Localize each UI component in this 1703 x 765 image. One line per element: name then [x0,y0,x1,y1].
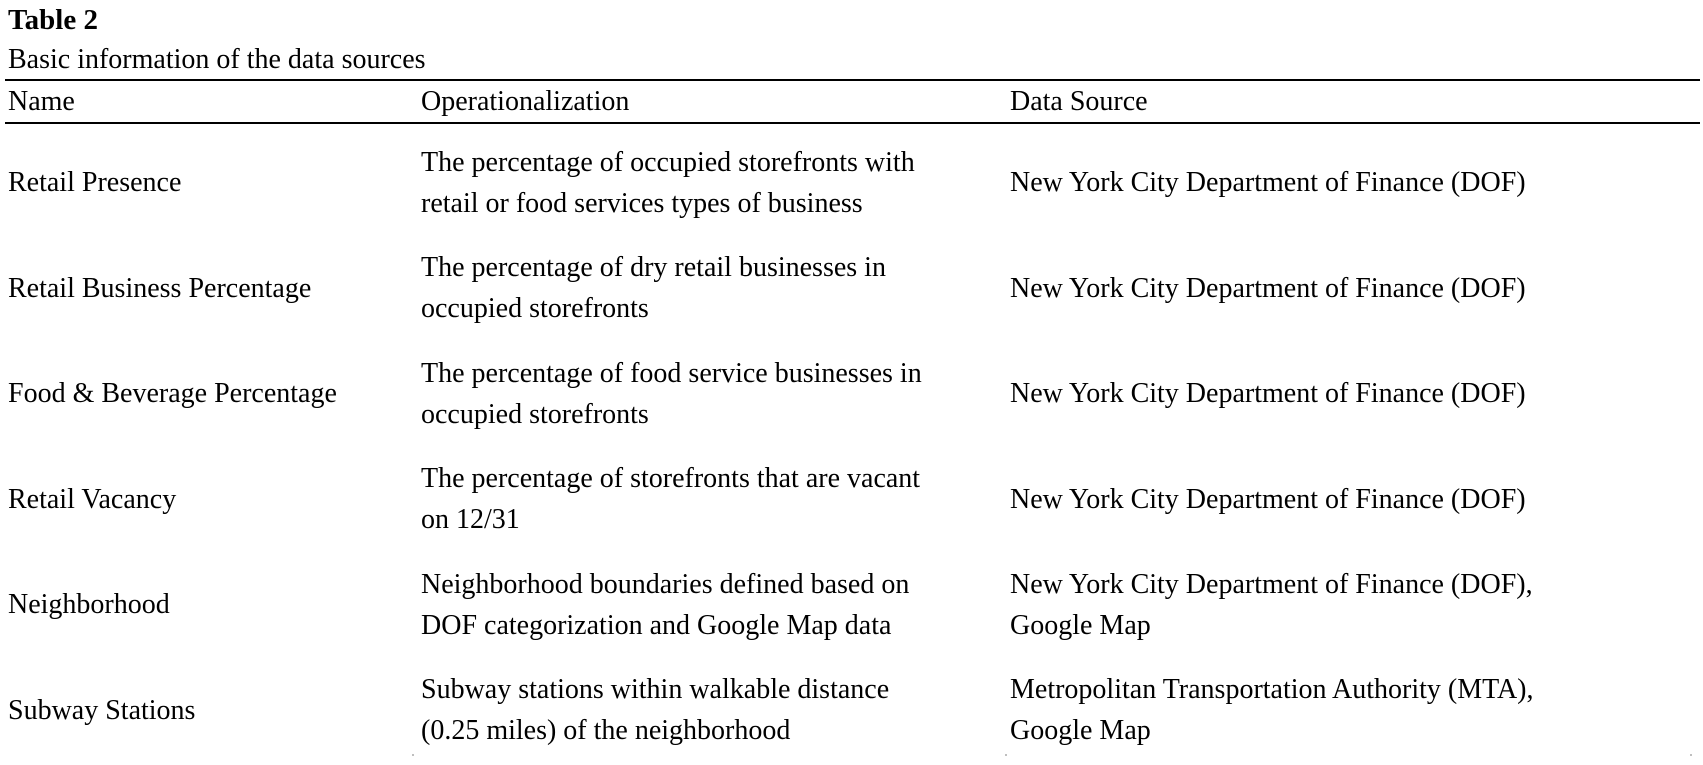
row-operationalization-line: (0.25 miles) of the neighborhood [421,715,791,747]
row-data-source-line: New York City Department of Finance (DOF) [1010,378,1526,410]
row-name: Retail Business Percentage [8,272,312,304]
row-operationalization-line: occupied storefronts [421,398,649,430]
row-name-cell [8,341,408,447]
footer-dot [1005,754,1007,756]
row-operationalization-cell [421,552,1001,658]
row-operationalization-line: The percentage of occupied storefronts with [421,146,915,178]
row-name: Retail Vacancy [8,483,177,515]
row-operationalization-lines [421,669,889,751]
row-data-source-line: Google Map [1010,609,1151,641]
row-data-source-lines [1010,479,1526,520]
row-operationalization-line: The percentage of food service businesses in [421,357,922,389]
header-rule [5,122,1700,124]
table-caption: Basic information of the data sources [8,44,426,75]
row-operationalization-line: Subway stations within walkable distance [421,674,890,706]
row-data-source-lines [1010,268,1526,309]
table-body [0,130,1703,763]
row-data-source-line: New York City Department of Finance (DOF) [1010,167,1526,199]
row-data-source-lines [1010,162,1526,203]
row-data-source-lines [1010,373,1526,414]
row-name: Food & Beverage Percentage [8,378,337,410]
row-data-source-cell [1010,130,1700,236]
row-operationalization-cell [421,658,1001,764]
row-operationalization-cell [421,130,1001,236]
row-name-cell [8,447,408,553]
row-data-source-cell [1010,341,1700,447]
row-operationalization-lines [421,353,922,435]
row-operationalization-lines [421,458,920,540]
row-operationalization-cell [421,341,1001,447]
row-name-cell [8,236,408,342]
row-data-source-cell [1010,236,1700,342]
row-name-cell [8,658,408,764]
row-operationalization-lines [421,564,909,646]
row-operationalization-line: Neighborhood boundaries defined based on [421,568,910,600]
row-name-cell [8,552,408,658]
footer-dot [1690,754,1692,756]
row-data-source-cell [1010,552,1700,658]
row-name: Subway Stations [8,694,196,726]
table-label: Table 2 [8,4,98,36]
row-data-source-line: New York City Department of Finance (DOF) [1010,483,1526,515]
header-name: Name [8,86,75,117]
table-row [0,552,1703,658]
row-operationalization-line: The percentage of storefronts that are vacant [421,463,921,495]
header-data-source: Data Source [1010,86,1148,117]
table-row [0,447,1703,553]
row-operationalization-line: on 12/31 [421,504,520,536]
row-data-source-lines [1010,564,1533,646]
row-operationalization-cell [421,447,1001,553]
row-name: Neighborhood [8,589,170,621]
table-row [0,130,1703,236]
row-name-cell [8,130,408,236]
row-data-source-line: New York City Department of Finance (DOF) [1010,272,1526,304]
row-operationalization-line: occupied storefronts [421,293,649,325]
row-operationalization-line: DOF categorization and Google Map data [421,609,892,641]
footer-dots [0,754,1703,758]
row-data-source-line: Google Map [1010,715,1151,747]
row-operationalization-lines [421,142,915,224]
row-data-source-line: Metropolitan Transportation Authority (MTA), [1010,674,1534,706]
table-row [0,658,1703,764]
row-data-source-cell [1010,447,1700,553]
row-data-source-line: New York City Department of Finance (DOF), [1010,568,1533,600]
table-row [0,236,1703,342]
row-name: Retail Presence [8,167,182,199]
row-data-source-cell [1010,658,1700,764]
row-operationalization-lines [421,247,886,329]
row-operationalization-line: The percentage of dry retail businesses in [421,252,886,284]
top-rule [5,79,1700,81]
row-data-source-lines [1010,669,1534,751]
row-operationalization-line: retail or food services types of business [421,187,863,219]
table-row [0,341,1703,447]
row-operationalization-cell [421,236,1001,342]
footer-dot [412,754,414,756]
header-operationalization: Operationalization [421,86,630,117]
